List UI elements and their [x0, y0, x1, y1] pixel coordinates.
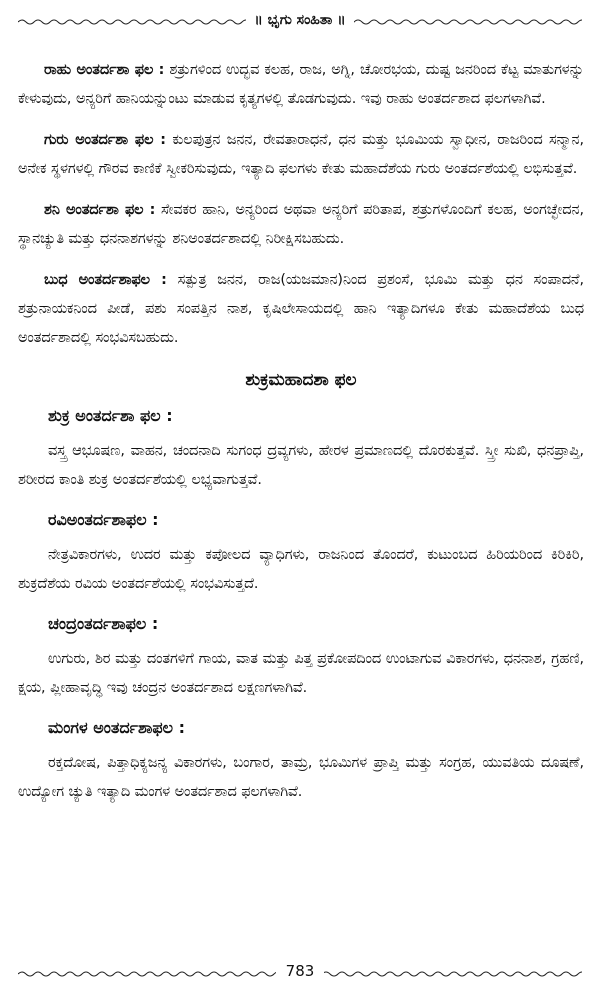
subsection-heading-mangala: ಮಂಗಳ ಅಂತರ್ದಶಾಫಲ : — [48, 718, 185, 737]
paragraph-heading: ಶನಿ ಅಂತರ್ದಶಾ ಫಲ : — [44, 202, 156, 218]
paragraph-budha — [18, 266, 584, 353]
subsection-text-shukra: ವಸ್ತ್ರ ಆಭೂಷಣ, ವಾಹನ, ಚಂದನಾದಿ ಸುಗಂಧ ದ್ರವ್ಯಗಳು, ಹೇರಳ ಪ್ರಮಾಣದಲ್ಲಿ ದೊರಕುತ್ತವೆ. ಸ್ತ್ರೀ ಸುಖಿ, ಧನಪ್ರಾಪ್ತಿ, ಶರೀರದ ಕಾಂತಿ ಶುಕ್ರ ಅಂತರ್ದಶೆಯಲ್ಲಿ ಲಭ್ಯವಾಗುತ್ತವೆ. — [18, 443, 584, 488]
paragraph-heading: ಬುಧ ಅಂತರ್ದಶಾಫಲ : — [44, 272, 167, 288]
running-head-text: ॥ ಭೃಗು ಸಂಹಿತಾ ॥ — [246, 12, 353, 28]
running-head — [0, 12, 600, 28]
paragraph-text: ಸತ್ಪುತ್ರ ಜನನ, ರಾಜ(ಯಜಮಾನ)ನಿಂದ ಪ್ರಶಂಸೆ, ಭೂಮಿ ಮತ್ತು ಧನ ಸಂಪಾದನೆ, ಶತ್ರುನಾಯಕನಿಂದ ಪೀಡೆ, ಪಶು ಸಂಪತ್ತಿನ ನಾಶ, ಕೃಷಿಲೇಸಾಯದಲ್ಲಿ ಹಾನಿ ಇತ್ಯಾದಿಗಳೂ ಕೇತು ಮಹಾದೆಶೆಯ ಬುಧ ಅಂತರ್ದಶಾದಲ್ಲಿ ಸಂಭವಿಸಬಹುದು. — [18, 272, 584, 346]
section-title: ಶುಕ್ರಮಹಾದಶಾ ಫಲ — [245, 370, 357, 390]
paragraph-rahu — [18, 56, 584, 114]
paragraph-heading: ಗುರು ಅಂತರ್ದಶಾ ಫಲ : — [44, 132, 166, 148]
page-number — [0, 962, 600, 980]
paragraph-text: ಕುಲಪುತ್ರನ ಜನನ, ರೇವತಾರಾಧನೆ, ಧನ ಮತ್ತು ಭೂಮಿಯ ಸ್ವಾಧೀನ, ರಾಜರಿಂದ ಸನ್ಮಾನ, ಅನೇಕ ಸ್ಥಳಗಳಲ್ಲಿ ಗೌರವ ಕಾಣಿಕೆ ಸ್ವೀಕರಿಸುವುದು, ಇತ್ಯಾದಿ ಫಲಗಳು ಕೇತು ಮಹಾದೆಶೆಯ ಗುರು ಅಂತರ್ದಶೆಯಲ್ಲಿ ಲಭಿಸುತ್ತವೆ. — [18, 132, 584, 177]
paragraph-text: ಸೇವಕರ ಹಾನಿ, ಅನ್ಯರಿಂದ ಅಥವಾ ಅನ್ಯರಿಗೆ ಪರಿತಾಪ, ಶತ್ರುಗಳೊಂದಿಗೆ ಕಲಹ, ಅಂಗಚ್ಛೇದನ, ಸ್ಥಾನಚ್ಯುತಿ ಮತ್ತು ಧನನಾಶಗಳನ್ನು ಶನಿಅಂತರ್ದಶಾದಲ್ಲಿ ನಿರೀಕ್ಷಿಸಬಹುದು. — [18, 202, 584, 247]
paragraph-shani — [18, 196, 584, 254]
subsection-text-ravi: ನೇತ್ರವಿಕಾರಗಳು, ಉದರ ಮತ್ತು ಕಪೋಲದ ವ್ಯಾಧಿಗಳು, ರಾಜನಿಂದ ತೊಂದರೆ, ಕುಟುಂಬದ ಹಿರಿಯರಿಂದ ಕಿರಿಕಿರಿ, ಶುಕ್ರದೆಶೆಯ ರವಿಯ ಅಂತರ್ದಶೆಯಲ್ಲಿ ಸಂಭವಿಸುತ್ತದೆ. — [18, 547, 584, 592]
subsection-heading-chandra: ಚಂದ್ರಂತರ್ದಶಾಫಲ : — [48, 614, 159, 633]
subsection-text-chandra: ಉಗುರು, ಶಿರ ಮತ್ತು ದಂತಗಳಿಗೆ ಗಾಯ, ವಾತ ಮತ್ತು ಪಿತ್ತ ಪ್ರಕೋಪದಿಂದ ಉಂಟಾಗುವ ವಿಕಾರಗಳು, ಧನನಾಶ, ಗ್ರಹಣಿ, ಕ್ಷಯ, ಪ್ಲೀಹಾವೃದ್ಧಿ ಇವು ಚಂದ್ರನ ಅಂತರ್ದಶಾದ ಲಕ್ಷಣಗಳಾಗಿವೆ. — [18, 651, 584, 696]
subsection-text-mangala: ರಕ್ತದೋಷ, ಪಿತ್ತಾಧಿಕ್ಯಜನ್ಯ ವಿಕಾರಗಳು, ಬಂಗಾರ, ತಾಮ್ರ, ಭೂಮಿಗಳ ಪ್ರಾಪ್ತಿ ಮತ್ತು ಸಂಗ್ರಹ, ಯುವತಿಯ ದೂಷಣೆ, ಉದ್ಯೋಗ ಚ್ಯುತಿ ಇತ್ಯಾದಿ ಮಂಗಳ ಅಂತರ್ದಶಾದ ಫಲಗಳಾಗಿವೆ. — [18, 755, 584, 800]
paragraph-guru — [18, 126, 584, 184]
page-number-text: 783 — [276, 962, 325, 980]
subsection-heading-ravi: ರವಿಅಂತರ್ದಶಾಫಲ : — [48, 510, 159, 529]
subsection-heading-shukra: ಶುಕ್ರ ಅಂತರ್ದಶಾ ಫಲ : — [48, 406, 173, 425]
paragraph-text: ಶತ್ರುಗಳಿಂದ ಉದ್ಭವ ಕಲಹ, ರಾಜ, ಅಗ್ನಿ, ಚೋರಭಯ, ದುಷ್ಟ ಜನರಿಂದ ಕೆಟ್ಟ ಮಾತುಗಳನ್ನು ಕೇಳುವುದು, ಅನ್ಯರಿಗೆ ಹಾನಿಯನ್ನುಂಟು ಮಾಡುವ ಕೃತ್ಯಗಳಲ್ಲಿ ತೊಡಗುವುದು. ಇವು ರಾಹು ಅಂತರ್ದಶಾದ ಫಲಗಳಾಗಿವೆ. — [18, 62, 584, 107]
page-footer — [0, 962, 600, 986]
page-body — [18, 56, 584, 817]
paragraph-heading: ರಾಹು ಅಂತರ್ದಶಾ ಫಲ : — [44, 62, 165, 78]
page-header — [0, 10, 600, 44]
